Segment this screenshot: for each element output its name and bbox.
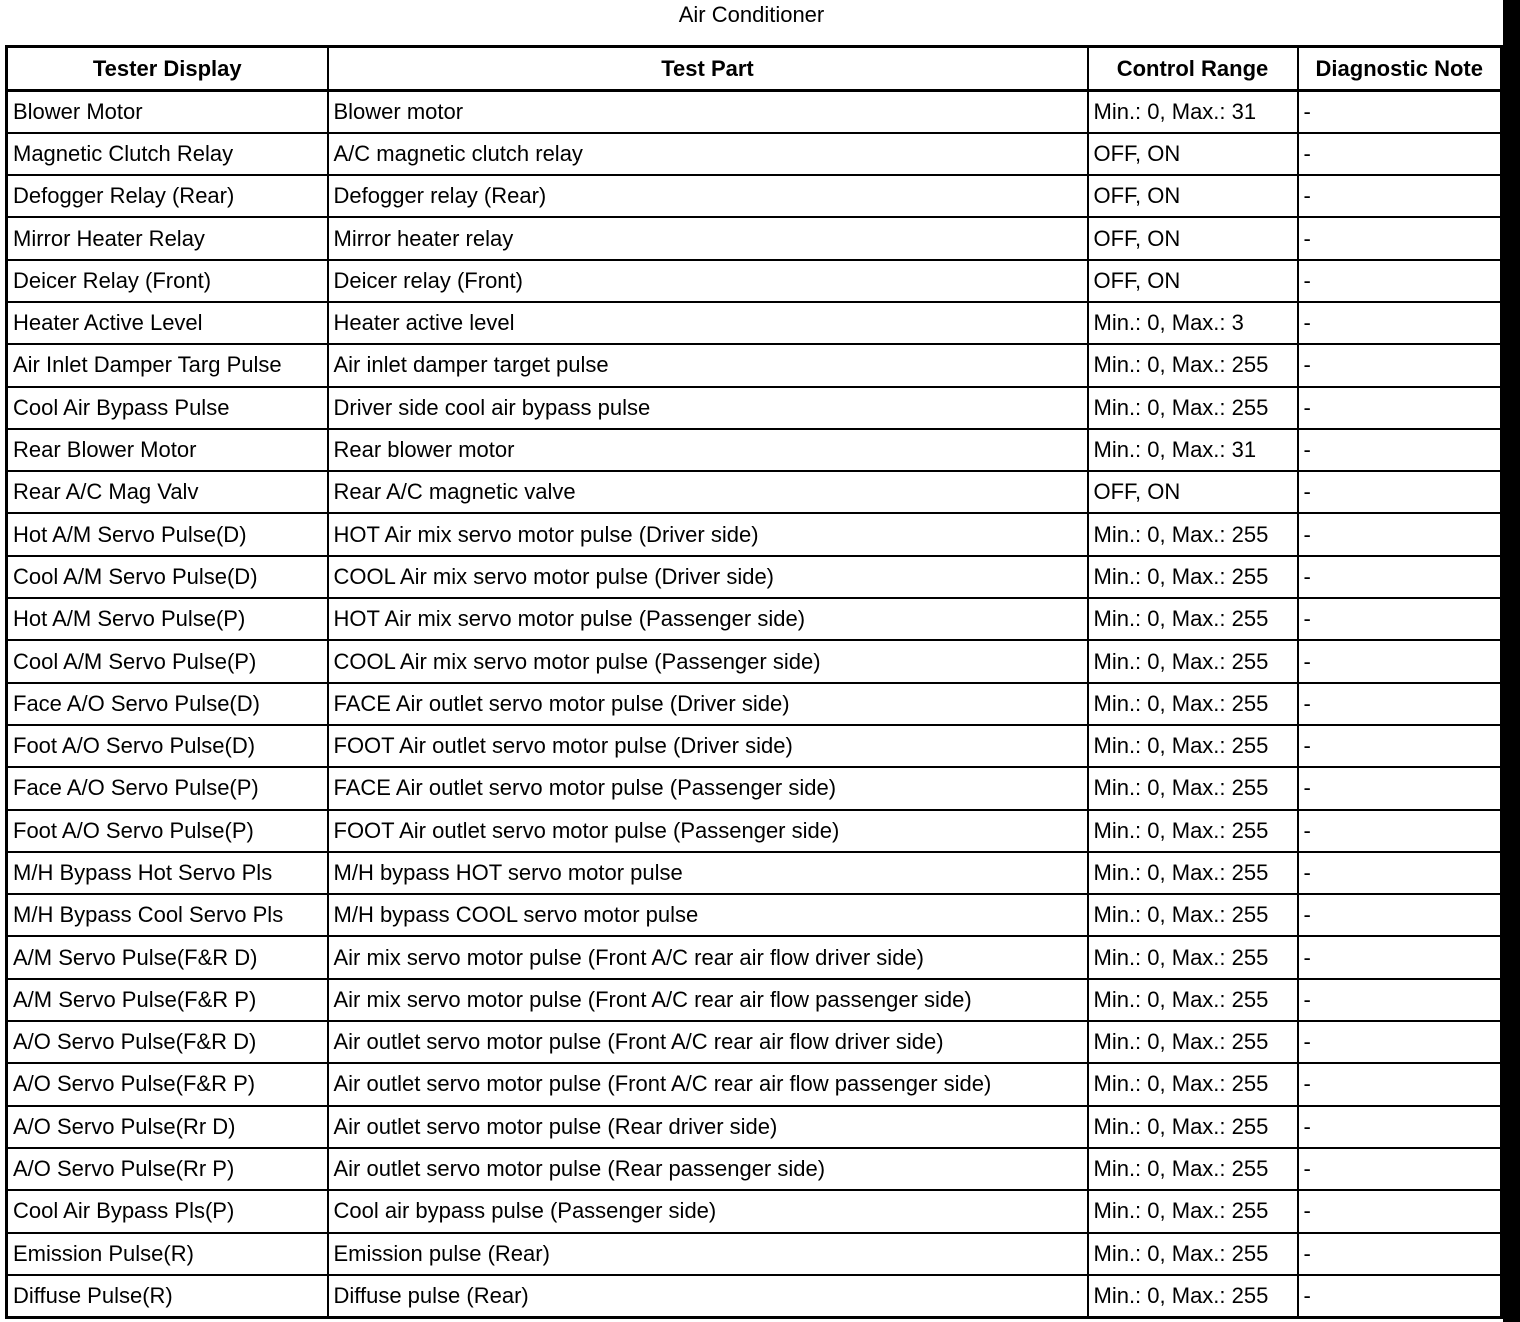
table-row bbox=[7, 387, 1502, 429]
cell-tester-display: Blower Motor bbox=[7, 91, 328, 133]
cell-tester-display: A/O Servo Pulse(F&R D) bbox=[7, 1021, 328, 1063]
page-title: Air Conditioner bbox=[678, 2, 825, 27]
cell-control-range: Min.: 0, Max.: 255 bbox=[1088, 640, 1298, 682]
cell-diagnostic-note: - bbox=[1298, 1063, 1502, 1105]
cell-control-range: Min.: 0, Max.: 3 bbox=[1088, 302, 1298, 344]
cell-tester-display: Diffuse Pulse(R) bbox=[7, 1275, 328, 1317]
cell-tester-display: Foot A/O Servo Pulse(P) bbox=[7, 810, 328, 852]
cell-test-part: Blower motor bbox=[328, 91, 1088, 133]
cell-control-range: Min.: 0, Max.: 255 bbox=[1088, 1190, 1298, 1232]
cell-test-part: FACE Air outlet servo motor pulse (Driver side) bbox=[328, 683, 1088, 725]
cell-tester-display: Cool A/M Servo Pulse(P) bbox=[7, 640, 328, 682]
cell-test-part: Air outlet servo motor pulse (Front A/C rear air flow driver side) bbox=[328, 1021, 1088, 1063]
cell-diagnostic-note: - bbox=[1298, 683, 1502, 725]
cell-test-part: Heater active level bbox=[328, 302, 1088, 344]
cell-control-range: OFF, ON bbox=[1088, 175, 1298, 217]
cell-tester-display: Hot A/M Servo Pulse(P) bbox=[7, 598, 328, 640]
cell-tester-display: Magnetic Clutch Relay bbox=[7, 133, 328, 175]
cell-tester-display: A/O Servo Pulse(Rr D) bbox=[7, 1106, 328, 1148]
cell-diagnostic-note: - bbox=[1298, 1275, 1502, 1317]
column-header-tester-display: Tester Display bbox=[7, 47, 328, 91]
cell-tester-display: Rear A/C Mag Valv bbox=[7, 471, 328, 513]
cell-diagnostic-note: - bbox=[1298, 725, 1502, 767]
cell-test-part: FACE Air outlet servo motor pulse (Passenger side) bbox=[328, 767, 1088, 809]
table-row bbox=[7, 260, 1502, 302]
cell-diagnostic-note: - bbox=[1298, 1021, 1502, 1063]
cell-control-range: Min.: 0, Max.: 255 bbox=[1088, 767, 1298, 809]
cell-test-part: Rear A/C magnetic valve bbox=[328, 471, 1088, 513]
cell-control-range: Min.: 0, Max.: 255 bbox=[1088, 810, 1298, 852]
cell-control-range: Min.: 0, Max.: 255 bbox=[1088, 725, 1298, 767]
cell-test-part: Driver side cool air bypass pulse bbox=[328, 387, 1088, 429]
cell-tester-display: Cool Air Bypass Pls(P) bbox=[7, 1190, 328, 1232]
cell-test-part: COOL Air mix servo motor pulse (Driver side) bbox=[328, 556, 1088, 598]
table-row bbox=[7, 1106, 1502, 1148]
cell-test-part: Air outlet servo motor pulse (Rear driver side) bbox=[328, 1106, 1088, 1148]
table-row bbox=[7, 1233, 1502, 1275]
cell-control-range: OFF, ON bbox=[1088, 471, 1298, 513]
cell-diagnostic-note: - bbox=[1298, 1148, 1502, 1190]
cell-tester-display: M/H Bypass Cool Servo Pls bbox=[7, 894, 328, 936]
table-row bbox=[7, 725, 1502, 767]
cell-tester-display: Foot A/O Servo Pulse(D) bbox=[7, 725, 328, 767]
table-row bbox=[7, 344, 1502, 386]
cell-control-range: OFF, ON bbox=[1088, 217, 1298, 259]
cell-diagnostic-note: - bbox=[1298, 217, 1502, 259]
cell-control-range: Min.: 0, Max.: 255 bbox=[1088, 852, 1298, 894]
table-row bbox=[7, 133, 1502, 175]
cell-test-part: Air outlet servo motor pulse (Rear passenger side) bbox=[328, 1148, 1088, 1190]
cell-diagnostic-note: - bbox=[1298, 429, 1502, 471]
cell-tester-display: Face A/O Servo Pulse(D) bbox=[7, 683, 328, 725]
table-row bbox=[7, 1063, 1502, 1105]
table-header-row bbox=[7, 47, 1502, 91]
cell-diagnostic-note: - bbox=[1298, 979, 1502, 1021]
cell-tester-display: A/O Servo Pulse(Rr P) bbox=[7, 1148, 328, 1190]
table-body bbox=[7, 91, 1502, 1318]
cell-test-part: FOOT Air outlet servo motor pulse (Driver side) bbox=[328, 725, 1088, 767]
table-row bbox=[7, 471, 1502, 513]
cell-diagnostic-note: - bbox=[1298, 1106, 1502, 1148]
cell-control-range: Min.: 0, Max.: 31 bbox=[1088, 91, 1298, 133]
cell-tester-display: Hot A/M Servo Pulse(D) bbox=[7, 513, 328, 555]
cell-diagnostic-note: - bbox=[1298, 133, 1502, 175]
table-row bbox=[7, 936, 1502, 978]
column-header-control-range: Control Range bbox=[1088, 47, 1298, 91]
table-row bbox=[7, 513, 1502, 555]
cell-test-part: HOT Air mix servo motor pulse (Driver side) bbox=[328, 513, 1088, 555]
cell-test-part: COOL Air mix servo motor pulse (Passenger side) bbox=[328, 640, 1088, 682]
cell-diagnostic-note: - bbox=[1298, 556, 1502, 598]
table-row bbox=[7, 852, 1502, 894]
cell-tester-display: A/M Servo Pulse(F&R D) bbox=[7, 936, 328, 978]
cell-tester-display: Deicer Relay (Front) bbox=[7, 260, 328, 302]
cell-test-part: Air mix servo motor pulse (Front A/C rear air flow passenger side) bbox=[328, 979, 1088, 1021]
cell-tester-display: Mirror Heater Relay bbox=[7, 217, 328, 259]
cell-control-range: Min.: 0, Max.: 255 bbox=[1088, 1063, 1298, 1105]
column-header-test-part: Test Part bbox=[328, 47, 1088, 91]
cell-tester-display: Defogger Relay (Rear) bbox=[7, 175, 328, 217]
cell-test-part: Air inlet damper target pulse bbox=[328, 344, 1088, 386]
cell-diagnostic-note: - bbox=[1298, 302, 1502, 344]
cell-tester-display: Emission Pulse(R) bbox=[7, 1233, 328, 1275]
cell-control-range: Min.: 0, Max.: 255 bbox=[1088, 344, 1298, 386]
table-row bbox=[7, 767, 1502, 809]
cell-tester-display: Air Inlet Damper Targ Pulse bbox=[7, 344, 328, 386]
cell-diagnostic-note: - bbox=[1298, 1190, 1502, 1232]
table-row bbox=[7, 556, 1502, 598]
cell-test-part: A/C magnetic clutch relay bbox=[328, 133, 1088, 175]
cell-control-range: Min.: 0, Max.: 255 bbox=[1088, 387, 1298, 429]
table-row bbox=[7, 810, 1502, 852]
cell-test-part: Mirror heater relay bbox=[328, 217, 1088, 259]
cell-tester-display: Cool A/M Servo Pulse(D) bbox=[7, 556, 328, 598]
cell-control-range: Min.: 0, Max.: 31 bbox=[1088, 429, 1298, 471]
cell-diagnostic-note: - bbox=[1298, 344, 1502, 386]
cell-test-part: FOOT Air outlet servo motor pulse (Passenger side) bbox=[328, 810, 1088, 852]
table-row bbox=[7, 91, 1502, 133]
cell-test-part: Cool air bypass pulse (Passenger side) bbox=[328, 1190, 1088, 1232]
table-row bbox=[7, 175, 1502, 217]
cell-diagnostic-note: - bbox=[1298, 513, 1502, 555]
cell-tester-display: M/H Bypass Hot Servo Pls bbox=[7, 852, 328, 894]
cell-control-range: Min.: 0, Max.: 255 bbox=[1088, 556, 1298, 598]
cell-control-range: Min.: 0, Max.: 255 bbox=[1088, 979, 1298, 1021]
cell-tester-display: Cool Air Bypass Pulse bbox=[7, 387, 328, 429]
cell-test-part: Air outlet servo motor pulse (Front A/C rear air flow passenger side) bbox=[328, 1063, 1088, 1105]
cell-test-part: Deicer relay (Front) bbox=[328, 260, 1088, 302]
cell-diagnostic-note: - bbox=[1298, 767, 1502, 809]
cell-tester-display: Face A/O Servo Pulse(P) bbox=[7, 767, 328, 809]
table-row bbox=[7, 640, 1502, 682]
table-row bbox=[7, 1148, 1502, 1190]
cell-test-part: Emission pulse (Rear) bbox=[328, 1233, 1088, 1275]
cell-diagnostic-note: - bbox=[1298, 640, 1502, 682]
table-row bbox=[7, 1021, 1502, 1063]
cell-control-range: Min.: 0, Max.: 255 bbox=[1088, 936, 1298, 978]
cell-control-range: Min.: 0, Max.: 255 bbox=[1088, 598, 1298, 640]
cell-diagnostic-note: - bbox=[1298, 810, 1502, 852]
cell-test-part: Air mix servo motor pulse (Front A/C rear air flow driver side) bbox=[328, 936, 1088, 978]
table-row bbox=[7, 1190, 1502, 1232]
table-row bbox=[7, 1275, 1502, 1317]
cell-test-part: Diffuse pulse (Rear) bbox=[328, 1275, 1088, 1317]
table-row bbox=[7, 429, 1502, 471]
cell-diagnostic-note: - bbox=[1298, 260, 1502, 302]
cell-tester-display: Rear Blower Motor bbox=[7, 429, 328, 471]
cell-control-range: Min.: 0, Max.: 255 bbox=[1088, 1021, 1298, 1063]
cell-diagnostic-note: - bbox=[1298, 175, 1502, 217]
cell-control-range: Min.: 0, Max.: 255 bbox=[1088, 894, 1298, 936]
cell-diagnostic-note: - bbox=[1298, 91, 1502, 133]
right-edge-bar bbox=[1503, 0, 1520, 1322]
cell-control-range: Min.: 0, Max.: 255 bbox=[1088, 1148, 1298, 1190]
cell-test-part: Defogger relay (Rear) bbox=[328, 175, 1088, 217]
cell-diagnostic-note: - bbox=[1298, 598, 1502, 640]
column-header-diagnostic-note: Diagnostic Note bbox=[1298, 47, 1502, 91]
cell-tester-display: A/M Servo Pulse(F&R P) bbox=[7, 979, 328, 1021]
cell-tester-display: A/O Servo Pulse(F&R P) bbox=[7, 1063, 328, 1105]
cell-control-range: OFF, ON bbox=[1088, 260, 1298, 302]
cell-diagnostic-note: - bbox=[1298, 852, 1502, 894]
cell-control-range: Min.: 0, Max.: 255 bbox=[1088, 1233, 1298, 1275]
cell-diagnostic-note: - bbox=[1298, 1233, 1502, 1275]
table-row bbox=[7, 598, 1502, 640]
cell-diagnostic-note: - bbox=[1298, 387, 1502, 429]
cell-control-range: OFF, ON bbox=[1088, 133, 1298, 175]
cell-control-range: Min.: 0, Max.: 255 bbox=[1088, 1106, 1298, 1148]
cell-control-range: Min.: 0, Max.: 255 bbox=[1088, 1275, 1298, 1317]
table-row bbox=[7, 683, 1502, 725]
data-table bbox=[5, 45, 1503, 1319]
table-row bbox=[7, 894, 1502, 936]
cell-diagnostic-note: - bbox=[1298, 471, 1502, 513]
cell-diagnostic-note: - bbox=[1298, 894, 1502, 936]
table-row bbox=[7, 302, 1502, 344]
cell-test-part: M/H bypass HOT servo motor pulse bbox=[328, 852, 1088, 894]
cell-control-range: Min.: 0, Max.: 255 bbox=[1088, 513, 1298, 555]
cell-diagnostic-note: - bbox=[1298, 936, 1502, 978]
cell-test-part: Rear blower motor bbox=[328, 429, 1088, 471]
cell-test-part: M/H bypass COOL servo motor pulse bbox=[328, 894, 1088, 936]
cell-control-range: Min.: 0, Max.: 255 bbox=[1088, 683, 1298, 725]
cell-test-part: HOT Air mix servo motor pulse (Passenger side) bbox=[328, 598, 1088, 640]
table-row bbox=[7, 979, 1502, 1021]
table-row bbox=[7, 217, 1502, 259]
cell-tester-display: Heater Active Level bbox=[7, 302, 328, 344]
